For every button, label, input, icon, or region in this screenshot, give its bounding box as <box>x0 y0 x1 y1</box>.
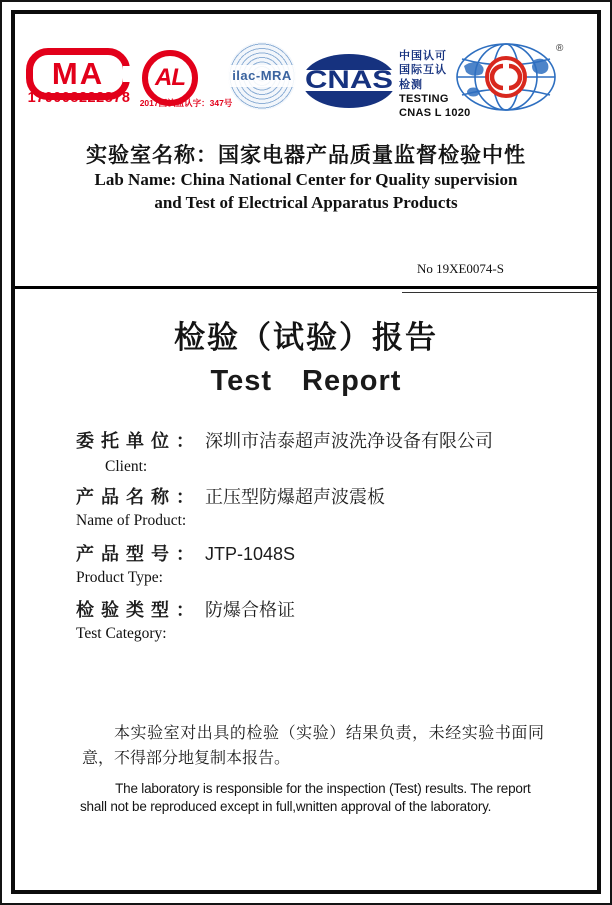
field-client-label-en: Client: <box>105 458 148 475</box>
ilac-mra-band <box>228 65 296 87</box>
globe-certification-icon <box>454 40 566 119</box>
lab-name-chinese: 实验室名称：国家电器产品质量监督检验中性 <box>86 144 526 167</box>
cma-c-opening <box>123 66 130 82</box>
field-product-name-label: 产 品 名 称 ： <box>76 487 196 507</box>
lab-name-english-line1: Lab Name: China National Center for Quality supervision <box>94 170 518 189</box>
field-test-category-value: 防爆合格证 <box>205 600 296 620</box>
field-product-type-value: JTP-1048S <box>205 544 296 564</box>
cnas-logo-icon <box>299 50 399 117</box>
ilac-mra-icon <box>228 42 296 110</box>
lab-name-english-line2: and Test of Electrical Apparatus Products <box>154 193 458 212</box>
cnas-line-3: 检测 <box>399 78 423 91</box>
svg-text:®: ® <box>556 43 564 54</box>
disclaimer-english: The laboratory is responsible for the inspection (Test) results. The report shall not be reproduced except in full,wnitten approval of the laboratory. <box>80 781 531 815</box>
report-number: No 19XE0074-S <box>416 261 504 276</box>
horizontal-rule-thin <box>402 292 597 293</box>
field-test-category-label: 检 验 类 型 ： <box>76 600 196 620</box>
cal-letters: AL <box>155 64 185 91</box>
field-client <box>76 427 493 453</box>
ilac-mra-label: ilac-MRA <box>232 68 292 83</box>
field-product-type <box>76 540 295 566</box>
field-product-name <box>76 483 385 509</box>
field-client-value: 深圳市洁泰超声波洗净设备有限公司 <box>205 431 494 451</box>
field-test-category <box>76 596 295 622</box>
cnas-line-1: 中国认可 <box>399 50 447 62</box>
disclaimer-chinese: 本实验室对出具的检验（实验）结果负责，未经实验书面同意，不得部分地复制本报告。 <box>82 725 544 767</box>
cnas-line-4: TESTING <box>399 92 449 105</box>
field-product-type-label-en: Product Type: <box>76 569 163 586</box>
cma-certificate-number: 170008222878 <box>27 90 131 106</box>
report-title-chinese: 检验（试验）报告 <box>174 320 438 355</box>
field-test-category-label-en: Test Category: <box>76 625 167 642</box>
svg-text:CNAS: CNAS <box>305 66 393 94</box>
field-product-type-label: 产 品 型 号 ： <box>76 544 196 564</box>
cnas-line-5: CNAS L 1020 <box>399 107 471 120</box>
cma-letters: MA <box>51 56 105 91</box>
horizontal-rule-thick <box>15 286 597 289</box>
cal-certificate-caption: 2017国认监认字：347号 <box>139 98 233 108</box>
field-product-name-label-en: Name of Product: <box>76 512 187 529</box>
field-product-name-value: 正压型防爆超声波震板 <box>205 487 386 507</box>
report-title-english: Test Report <box>210 365 402 397</box>
cnas-line-2: 国际互认 <box>399 64 447 77</box>
field-client-label: 委 托 单 位 ： <box>76 431 196 451</box>
